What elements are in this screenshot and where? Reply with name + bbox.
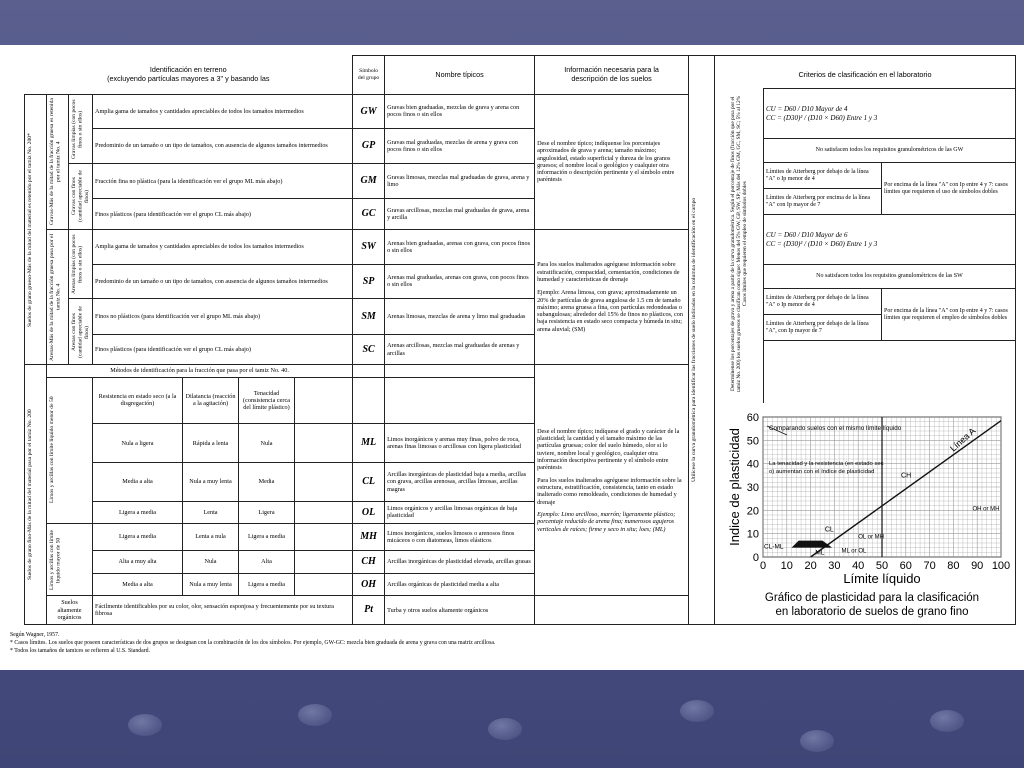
y-tick-label: 60 xyxy=(746,412,759,424)
x-tick-label: 80 xyxy=(947,560,960,572)
row-sm-desc: Finos no plásticos (para identificación ver el grupo ML más abajo) xyxy=(93,299,353,335)
dry-strength-header: Resistencia en estado seco (a la disgregación) xyxy=(93,377,183,424)
row-sc-desc: Finos plásticos (para identificación ver el grupo CL más abajo) xyxy=(93,334,353,365)
gc-criteria: Límites de Atterberg por encima de la línea "A" con Ip mayor de 7 xyxy=(764,189,882,215)
slide-background-decoration xyxy=(0,670,1024,768)
symbol-ol: OL xyxy=(353,501,385,523)
plasticity-chart-svg xyxy=(725,411,1013,621)
mh-dry: Ligera a media xyxy=(93,524,183,551)
name-gp: Gravas mal graduadas, mezclas de arena y grava con pocos finos o sin ellos xyxy=(385,129,535,164)
plasticity-chart xyxy=(725,411,1013,621)
gp-criteria: No satisfacen todos los requisitos granulométricos de las GW xyxy=(764,139,1016,163)
name-sp: Arenas mal graduadas, arenas con grava, con pocos finos o sin ellos xyxy=(385,264,535,299)
name-oh: Arcillas orgánicas de plasticidad media a alta xyxy=(385,573,535,596)
info-needed-header: Información necesaria para la descripción de los suelos xyxy=(535,56,689,95)
lab-criteria-header: Criterios de clasificación en el laboratorio xyxy=(798,70,932,79)
name-cl: Arcillas inorgánicas de plasticidad baja a media, arcillas con grava, arcillas arenosas, arcillas limosas, arcillas magras xyxy=(385,463,535,502)
symbol-cl: CL xyxy=(353,463,385,502)
sands-label: Arenas-Más de la mitad de la fracción gruesa pasa por el tamiz No. 4 xyxy=(47,230,69,365)
footer-notes xyxy=(10,631,1010,655)
symbol-pt: Pt xyxy=(353,596,385,625)
symbol-sm: SM xyxy=(353,299,385,335)
name-gc: Gravas arcillosas, mezclas mal graduadas de grava, arena y arcilla xyxy=(385,199,535,230)
zone-ml: ML xyxy=(815,549,825,557)
annotation-compare: Comparando suelos con el mismo límite líquido xyxy=(769,425,902,432)
info-fine: Dese el nombre típico; indíquese el grado y carácter de la plasticidad; la cantidad y el tamaño máximo de las partículas gruesas; color del suelo húmedo, olor si lo tuviere, nombre local y geológico, cualquier otra información descriptiva pertinente y el símbolo entre paréntesis Para los suelos inalterados agréguese información sobre la estructura, estratificación, consistencia, tanto en estado inalterado como remoldeado, condiciones de humedad y drenaje Ejemplo: Limo arcilloso, marrón; ligeramente plástico; porcentaje reducido de arena fina; numerosos agujeros verticales de raíces; firme y seco in situ; loes; (ML) xyxy=(535,365,689,596)
ml-tough: Nula xyxy=(239,424,295,463)
x-tick-label: 40 xyxy=(852,560,865,572)
s-borderline: Por encima de la línea "A" con Ip entre 4 y 7: casos límites que requieren el empleo de símbolos dobles xyxy=(882,289,1016,341)
y-tick-label: 40 xyxy=(746,458,759,471)
sc-criteria: Límites de Atterberg por debajo de la línea "A", con Ip mayor de 7 xyxy=(764,315,882,341)
name-sw: Arenas bien graduadas, arenas con grava, con pocos finos o sin ellos xyxy=(385,230,535,265)
y-tick-label: 10 xyxy=(746,528,759,541)
info-coarse-2: Para los suelos inalterados agréguese información sobre estratificación, compacidad, cementación, condiciones de humedad y características de drenaje Ejemplo: Arena limosa, con grava; aproximadamente un 20% de partículas de grava angulosa de 1.5 cm de tamaño máximo; arena gruesa a fina, con partículas redondeadas o subangulosas; alrededor del 15% de finos no plásticos, con baja resistencia en estado seco compacta y húmeda in situ; arena aluvial; (SM) xyxy=(535,230,689,365)
gravels-label: Gravas-Más de la mitad de la fracción gruesa es retenida por el tamiz No. 4 xyxy=(47,94,69,229)
row-gw-desc: Amplia gama de tamaños y cantidades apreciables de todos los tamaños intermedios xyxy=(93,94,353,129)
silts-clays-high-label: Limos y arcillas con límite líquido mayor de 50 xyxy=(47,524,93,596)
zone-ml-ol: ML or OL xyxy=(841,548,867,555)
oh-dil: Nula a muy lenta xyxy=(183,573,239,596)
oh-tough: Ligera a media xyxy=(239,573,295,596)
symbol-gc: GC xyxy=(353,199,385,230)
x-tick-label: 90 xyxy=(971,560,984,572)
lab-criteria-table xyxy=(763,88,1016,341)
footer-note-borderline: * Casos límites. Los suelos que poseen características de dos grupos se designan con la combinación de los dos símbolos. Por ejemplo, GW-GC: mezcla bien graduada de arena y grava con una matriz arcillosa. xyxy=(10,640,496,647)
fine-soils-label: Suelos de grano fino-Más de la mitad del material pasa por el tamiz No. 200 xyxy=(25,365,47,625)
name-gw: Gravas bien graduadas, mezclas de grava y arena con pocos finos o sin ellos xyxy=(385,94,535,129)
clean-sands-label: Arenas limpias (con pocos finos o sin ellos) xyxy=(69,230,93,299)
coarse-soils-label: Suelos de grano grueso-Más de la mitad del material es retenido por el tamiz No. 200* xyxy=(25,94,47,365)
x-tick-label: 70 xyxy=(923,560,936,572)
ol-dry: Ligera a media xyxy=(93,501,183,523)
x-tick-label: 30 xyxy=(828,560,841,572)
symbol-ml: ML xyxy=(353,424,385,463)
name-ch: Arcillas inorgánicas de plasticidad elevada, arcillas grasas xyxy=(385,550,535,573)
name-pt: Turba y otros suelos altamente orgánicos xyxy=(385,596,535,625)
x-tick-label: 0 xyxy=(759,560,767,572)
organic-desc: Fácilmente identificables por su color, olor, sensación esponjosa y frecuentemente por su textura fibrosa xyxy=(93,596,353,625)
gravels-fines-label: Gravas con finos (cantidad apreciable de finos) xyxy=(69,163,93,229)
document-page xyxy=(0,45,1024,670)
name-ml: Limos inorgánicos y arenas muy finas, polvo de roca, arenas finas limosas o arcillosas con ligera plasticidad xyxy=(385,424,535,463)
toughness-header: Tenacidad (consistencia cerca del límite plástico) xyxy=(239,377,295,424)
sw-criteria: CU = D60 / D10 Mayor de 6 CC = (D30)² / (D10 × D60) Entre 1 y 3 xyxy=(764,215,1016,265)
name-mh: Limos inorgánicos, suelos limosos o arenosos finos micáceos o con diatomeas, limos elásticos xyxy=(385,524,535,551)
annotation-toughness: La tenacidad y la resistencia (en estado sec xyxy=(769,461,884,467)
name-gm: Gravas limosas, mezclas mal graduadas de grava, arena y limo xyxy=(385,163,535,199)
gm-criteria: Límites de Atterberg por debajo de la línea "A" o Ip menor de 4 xyxy=(764,163,882,189)
lab-criteria-panel xyxy=(714,55,1016,625)
chart-caption-1: Gráfico de plasticidad para la clasificación xyxy=(764,592,980,604)
y-tick-label: 30 xyxy=(746,482,759,494)
g-borderline: Por encima de la línea "A" con Ip entre 4 y 7: casos límites que requieren el uso de símbolos dobles xyxy=(882,163,1016,215)
zone-ol-mh: OL or MH xyxy=(858,534,884,541)
x-tick-label: 60 xyxy=(899,560,912,572)
name-sm: Arenas limosas, mezclas de arena y limo mal graduadas xyxy=(385,299,535,335)
row-sw-desc: Amplia gama de tamaños y cantidades apreciables de todos los tamaños intermedios xyxy=(93,230,353,265)
symbol-oh: OH xyxy=(353,573,385,596)
typical-names-header: Nombre típicos xyxy=(385,56,535,95)
lab-vertical-note: Determínense los porcentajes de grava y arena a partir de la curva granulométrica. Según el porcentaje de finos (fracción que pasa por el tamiz No. 200) los suelos gruesos se clasifican como sigue: Menos del 5% GW, GP, SW, SP; Más del 12% GM, GC, SM, SC; 5% al 12% Casos límites que requieren el empleo de símbolos dobles xyxy=(715,88,764,403)
dilatancy-header: Dilatancia (reacción a la agitación) xyxy=(183,377,239,424)
cl-dry: Media a alta xyxy=(93,463,183,502)
mh-tough: Ligera a media xyxy=(239,524,295,551)
ol-tough: Ligera xyxy=(239,501,295,523)
oh-dry: Media a alta xyxy=(93,573,183,596)
fine-methods-header: Métodos de identificación para la fracción que pasa por el tamiz No. 40. xyxy=(47,365,353,377)
cl-dil: Nula a muy lenta xyxy=(183,463,239,502)
x-tick-label: 10 xyxy=(780,560,793,572)
chart-caption-2: en laboratorio de suelos de grano fino xyxy=(775,606,969,618)
a-line-label: Línea A xyxy=(948,425,978,454)
sp-criteria: No satisfacen todos los requisitos granulométricos de las SW xyxy=(764,265,1016,289)
organic-label: Suelos altamente orgánicos xyxy=(47,596,93,625)
y-axis-label: Indice de plasticidad xyxy=(727,428,742,546)
symbol-sp: SP xyxy=(353,264,385,299)
symbol-gw: GW xyxy=(353,94,385,129)
x-tick-label: 100 xyxy=(991,560,1011,572)
silts-clays-low-label: Limos y arcillas con límite líquido menor de 50 xyxy=(47,377,93,524)
mh-dil: Lenta a nula xyxy=(183,524,239,551)
zone-ch: CH xyxy=(901,472,912,480)
ch-tough: Alta xyxy=(239,550,295,573)
clean-gravels-label: Gravas limpias (con pocos finos o sin ellos) xyxy=(69,94,93,163)
symbol-gm: GM xyxy=(353,163,385,199)
x-tick-label: 20 xyxy=(804,560,817,572)
y-tick-label: 0 xyxy=(752,552,759,564)
row-gc-desc: Finos plásticos (para identificación ver el grupo CL más abajo) xyxy=(93,199,353,230)
sm-criteria: Límites de Atterberg por debajo de la línea "A" o Ip menor de 4 xyxy=(764,289,882,315)
sands-fines-label: Arenas con finos (cantidad apreciable de finos) xyxy=(69,299,93,365)
zone-oh-mh: OH or MH xyxy=(972,506,1000,513)
field-id-header: Identificación en terreno (excluyendo partículas mayores a 3" y basando las xyxy=(25,56,353,95)
zone-cl-ml: CL-ML xyxy=(764,543,784,551)
y-tick-label: 20 xyxy=(746,505,759,518)
symbol-mh: MH xyxy=(353,524,385,551)
symbol-gp: GP xyxy=(353,129,385,164)
info-coarse-1: Dese el nombre típico; indíquense los porcentajes aproximados de grava y arena; tamaño máximo; angulosidad, estado superficial y dureza de los granos gruesos; el nombre local o geológico y cualquier otra información o descripción pertinente y el símbolo entre paréntesis xyxy=(535,94,689,229)
cl-tough: Media xyxy=(239,463,295,502)
footer-note-sieves: * Todos los tamaños de tamices se refieren al U.S. Standard. xyxy=(10,648,151,655)
row-gp-desc: Predominio de un tamaño o un tipo de tamaños, con ausencia de algunos tamaños intermedios xyxy=(93,129,353,164)
ch-dil: Nula xyxy=(183,550,239,573)
symbol-header: Símbolo del grupo xyxy=(353,56,385,95)
symbol-sc: SC xyxy=(353,334,385,365)
vertical-note-column: Utilícese la curva granulométrica para identificar las fracciones de suelo indicadas en la columna de identificación en el campo xyxy=(689,56,715,625)
ml-dry: Nula a ligera xyxy=(93,424,183,463)
classification-table xyxy=(24,55,715,625)
zone-cl: CL xyxy=(824,526,834,534)
name-sc: Arenas arcillosas, mezclas mal graduadas de arenas y arcillas xyxy=(385,334,535,365)
row-gm-desc: Fracción fina no plástica (para la identificación ver el grupo ML más abajo) xyxy=(93,163,353,199)
gw-criteria: CU = D60 / D10 Mayor de 4 CC = (D30)² / (D10 × D60) Entre 1 y 3 xyxy=(764,89,1016,139)
annotation-toughness-2: o) aumentan con el índice de plasticidad xyxy=(769,469,875,475)
ol-dil: Lenta xyxy=(183,501,239,523)
symbol-sw: SW xyxy=(353,230,385,265)
footer-source: Según Wagner, 1957. xyxy=(10,632,60,638)
y-tick-label: 50 xyxy=(746,435,759,448)
symbol-ch: CH xyxy=(353,550,385,573)
x-axis-label: Límite líquido xyxy=(843,571,921,586)
ch-dry: Alta a muy alta xyxy=(93,550,183,573)
name-ol: Limos orgánicos y arcillas limosas orgánicas de baja plasticidad xyxy=(385,501,535,523)
x-tick-label: 50 xyxy=(875,560,889,572)
row-sp-desc: Predominio de un tamaño o un tipo de tamaños, con ausencia de algunos tamaños intermedios xyxy=(93,264,353,299)
ml-dil: Rápida a lenta xyxy=(183,424,239,463)
